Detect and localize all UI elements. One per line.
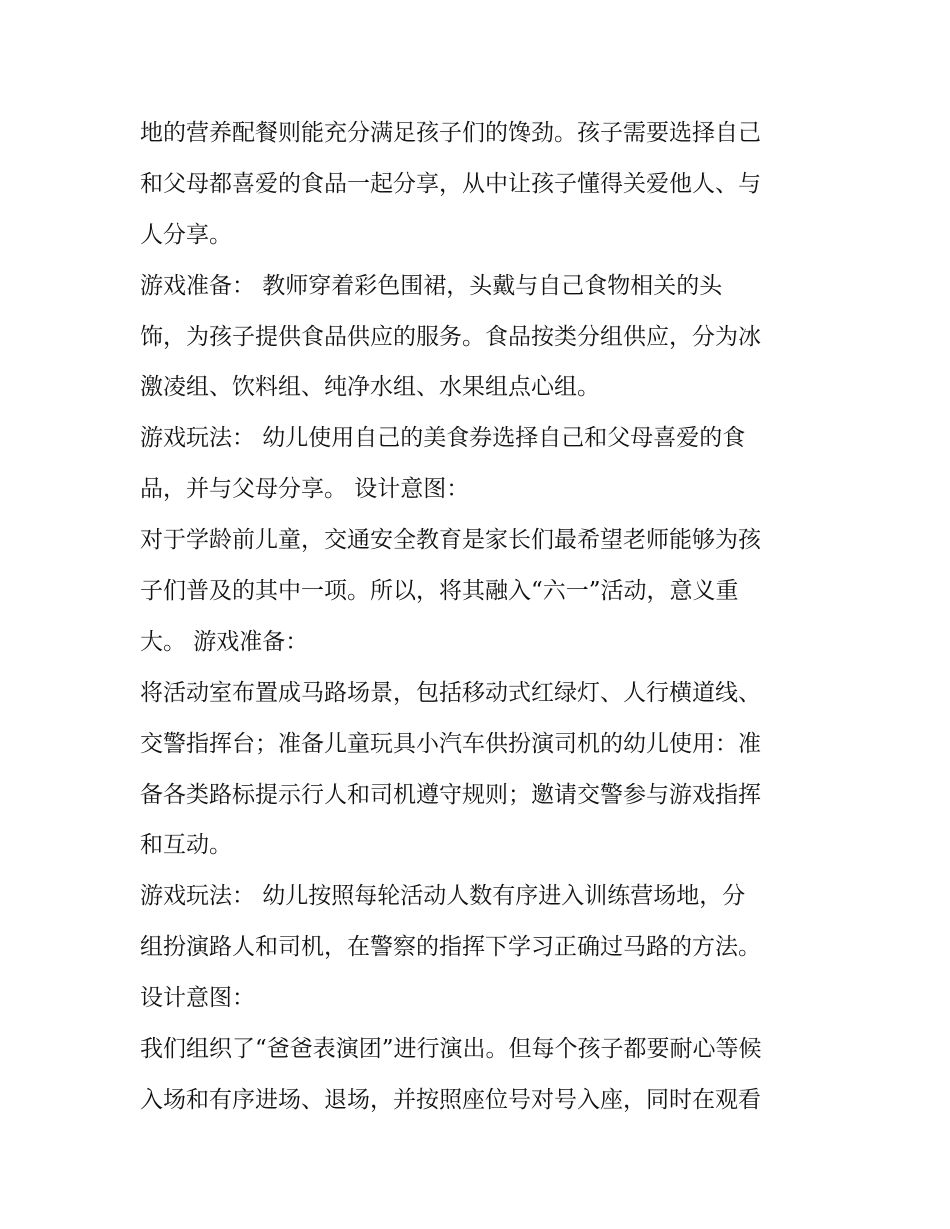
body-text <box>140 108 820 1126</box>
text-line: 和互动。 <box>140 832 232 859</box>
text-line: 大。 游戏准备： <box>140 628 309 655</box>
text-line: 激凌组、饮料组、纯净水组、水果组点心组。 <box>140 374 600 401</box>
text-line: 组扮演路人和司机，在警察的指挥下学习正确过马路的方法。 <box>140 934 761 961</box>
text-line: 游戏准备： 教师穿着彩色围裙，头戴与自己食物相关的头 <box>140 272 723 299</box>
text-line: 对于学龄前儿童，交通安全教育是家长们最希望老师能够为孩 <box>140 527 761 554</box>
text-line: 子们普及的其中一项。所以，将其融入“六一”活动，意义重 <box>140 578 739 605</box>
text-line: 游戏玩法： 幼儿按照每轮活动人数有序进入训练营场地，分 <box>140 883 746 910</box>
text-line: 游戏玩法： 幼儿使用自己的美食券选择自己和父母喜爱的食 <box>140 425 746 452</box>
text-line: 备各类路标提示行人和司机遵守规则；邀请交警参与游戏指挥 <box>140 781 761 808</box>
text-line: 设计意图： <box>140 985 255 1012</box>
text-line: 饰，为孩子提供食品供应的服务。食品按类分组供应，分为冰 <box>140 323 761 350</box>
text-line: 将活动室布置成马路场景，包括移动式红绿灯、人行横道线、 <box>140 679 761 706</box>
text-line: 交警指挥台；准备儿童玩具小汽车供扮演司机的幼儿使用：准 <box>140 730 761 757</box>
text-line: 人分享。 <box>140 221 232 248</box>
text-line: 和父母都喜爱的食品一起分享，从中让孩子懂得关爱他人、与 <box>140 170 761 197</box>
text-line: 我们组织了“爸爸表演团”进行演出。但每个孩子都要耐心等候 <box>140 1036 762 1063</box>
text-line: 品，并与父母分享。 设计意图： <box>140 476 470 503</box>
text-line: 入场和有序进场、退场，并按照座位号对号入座，同时在观看 <box>140 1086 761 1113</box>
text-line: 地的营养配餐则能充分满足孩子们的馋劲。孩子需要选择自己 <box>140 120 761 146</box>
